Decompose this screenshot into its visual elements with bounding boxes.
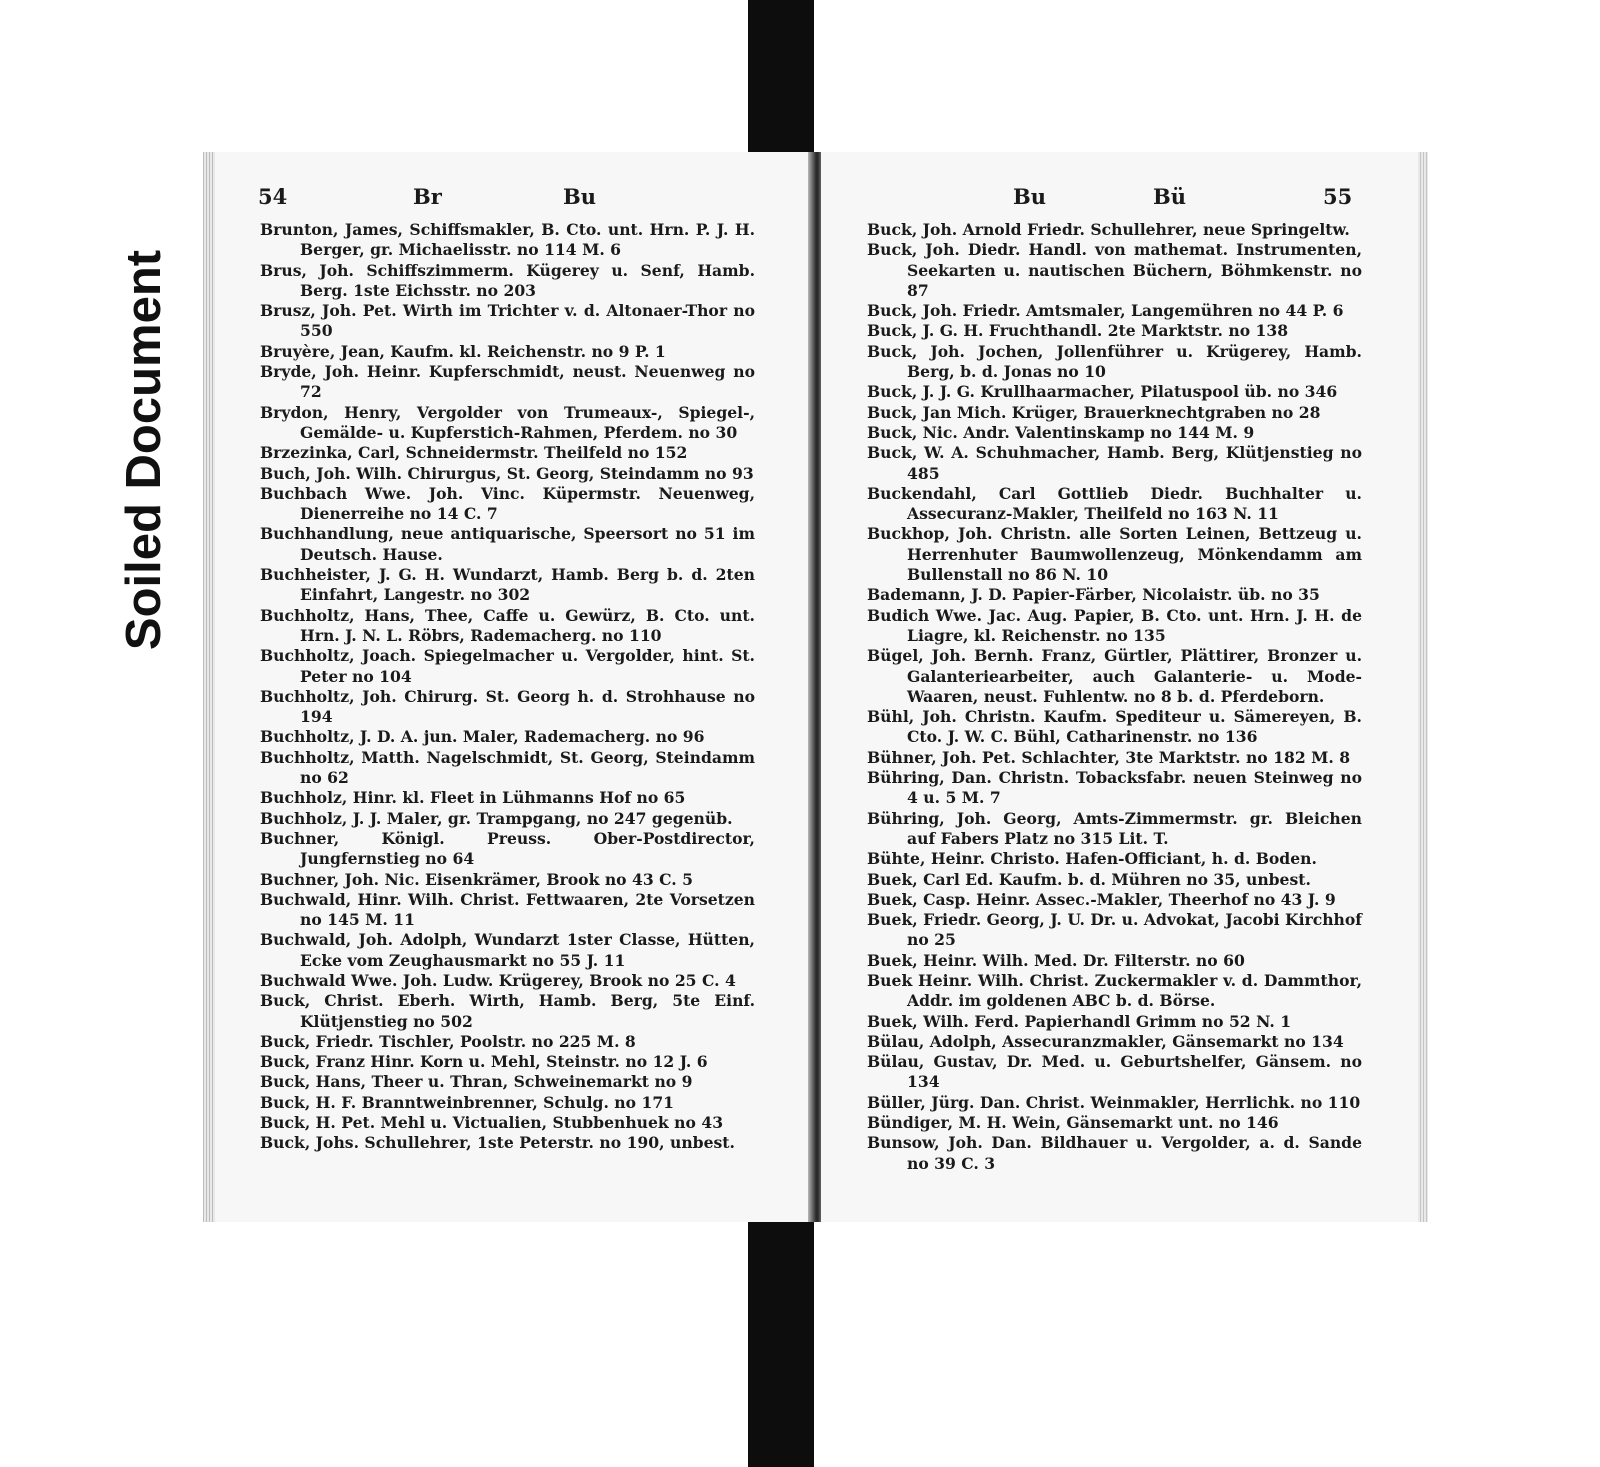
directory-entry: Buck, Franz Hinr. Korn u. Mehl, Steinstr. no 12 J. 6	[260, 1052, 708, 1072]
directory-entry: Buck, J. G. H. Fruchthandl. 2te Marktstr. no 138	[867, 321, 1289, 341]
right-header-right: Bü	[1153, 184, 1187, 209]
directory-entry: Buchholz, J. J. Maler, gr. Trampgang, no 247 gegenüb.	[260, 808, 733, 828]
binding-strap-top	[748, 0, 814, 160]
soiled-document-stamp	[117, 190, 171, 710]
binding-strap-bottom	[748, 1222, 814, 1467]
directory-entry: Budich Wwe. Jac. Aug. Papier, B. Cto. unt. Hrn. J. H. de Liagre, kl. Reichenstr. no 135	[867, 605, 1362, 645]
directory-entry: Buek, Wilh. Ferd. Papierhandl Grimm no 52 N. 1	[867, 1011, 1292, 1031]
directory-entry: Buchwald, Hinr. Wilh. Christ. Fettwaaren, 2te Vorsetzen no 145 M. 11	[260, 889, 755, 930]
stamp-text: Soiled Document	[117, 249, 171, 651]
directory-entry: Bühring, Joh. Georg, Amts-Zimmermstr. gr. Bleichen auf Fabers Platz no 315 Lit. T.	[867, 808, 1362, 848]
open-book	[203, 152, 1428, 1222]
right-page-number: 55	[1323, 184, 1353, 209]
directory-entry: Brunton, James, Schiffsmakler, B. Cto. unt. Hrn. P. J. H. Berger, gr. Michaelisstr. no 114 M. 6	[260, 220, 755, 260]
directory-entry: Buck, Jan Mich. Krüger, Brauerknechtgraben no 28	[867, 402, 1321, 422]
left-header-left: Br	[413, 184, 442, 209]
right-header-left: Bu	[1013, 184, 1047, 209]
directory-entry: Buchhandlung, neue antiquarische, Speersort no 51 im Deutsch. Hause.	[260, 524, 755, 564]
directory-entry: Buchholz, Hinr. kl. Fleet in Lühmanns Hof no 65	[260, 788, 686, 808]
directory-entry: Brydon, Henry, Vergolder von Trumeaux-, Spiegel-, Gemälde- u. Kupferstich-Rahmen, Pferdem. no 30	[260, 402, 755, 442]
directory-entry: Buchholtz, Joach. Spiegelmacher u. Vergolder, hint. St. Peter no 104	[260, 646, 755, 686]
directory-entry: Buck, H. Pet. Mehl u. Victualien, Stubbenhuek no 43	[260, 1113, 724, 1133]
directory-entry: Buck, Joh. Jochen, Jollenführer u. Krügerey, Hamb. Berg, b. d. Jonas no 10	[867, 341, 1362, 382]
directory-entry: Buck, H. F. Branntweinbrenner, Schulg. no 171	[260, 1092, 675, 1112]
right-page	[821, 152, 1428, 1222]
directory-entry: Buck, Christ. Eberh. Wirth, Hamb. Berg, 5te Einf. Klütjenstieg no 502	[260, 991, 755, 1031]
directory-entry: Buchholtz, J. D. A. jun. Maler, Rademacherg. no 96	[260, 727, 705, 747]
directory-entry: Buchwald Wwe. Joh. Ludw. Krügerey, Brook no 25 C. 4	[260, 970, 736, 990]
directory-entry: Bunsow, Joh. Dan. Bildhauer u. Vergolder, a. d. Sande no 39 C. 3	[867, 1133, 1362, 1173]
directory-entry: Brzezinka, Carl, Schneidermstr. Theilfeld no 152	[260, 443, 688, 463]
directory-entry: Büller, Jürg. Dan. Christ. Weinmakler, Herrlichk. no 110	[867, 1092, 1361, 1112]
directory-entry: Bühring, Dan. Christn. Tobacksfabr. neuen Steinweg no 4 u. 5 M. 7	[867, 768, 1362, 808]
directory-entry: Buck, J. J. G. Krullhaarmacher, Pilatuspool üb. no 346	[867, 382, 1338, 402]
directory-entry: Buchholtz, Joh. Chirurg. St. Georg h. d. Strohhause no 194	[260, 686, 755, 727]
directory-entry: Buek, Carl Ed. Kaufm. b. d. Mühren no 35, unbest.	[867, 869, 1311, 889]
directory-entry: Buckhop, Joh. Christn. alle Sorten Leinen, Bettzeug u. Herrenhuter Baumwollenzeug, Mönkendamm am Bullenstall no 86 N. 10	[867, 524, 1362, 585]
directory-entry: Buck, Nic. Andr. Valentinskamp no 144 M. 9	[867, 422, 1255, 442]
directory-entry: Bruyère, Jean, Kaufm. kl. Reichenstr. no 9 P. 1	[260, 341, 666, 361]
left-page	[203, 152, 813, 1222]
directory-entry: Buchwald, Joh. Adolph, Wundarzt 1ster Classe, Hütten, Ecke vom Zeughausmarkt no 55 J. 11	[260, 930, 755, 970]
directory-entry: Buchbach Wwe. Joh. Vinc. Küpermstr. Neuenweg, Dienerreihe no 14 C. 7	[260, 483, 755, 524]
directory-entry: Bühl, Joh. Christn. Kaufm. Spediteur u. Sämereyen, B. Cto. J. W. C. Bühl, Catharinenstr. no 136	[867, 707, 1362, 747]
directory-entry: Buchholtz, Matth. Nagelschmidt, St. Georg, Steindamm no 62	[260, 747, 755, 788]
directory-entry: Buek, Heinr. Wilh. Med. Dr. Filterstr. no 60	[867, 950, 1245, 970]
directory-entry: Brus, Joh. Schiffszimmerm. Kügerey u. Senf, Hamb. Berg. 1ste Eichsstr. no 203	[260, 260, 755, 300]
directory-entry: Buck, Joh. Friedr. Amtsmaler, Langemühren no 44 P. 6	[867, 301, 1344, 321]
directory-entry: Buck, Friedr. Tischler, Poolstr. no 225 M. 8	[260, 1031, 636, 1051]
directory-entry: Bülau, Adolph, Assecuranzmakler, Gänsemarkt no 134	[867, 1031, 1344, 1051]
directory-entry: Buek, Casp. Heinr. Assec.-Makler, Theerhof no 43 J. 9	[867, 889, 1336, 909]
directory-entry: Bülau, Gustav, Dr. Med. u. Geburtshelfer, Gänsem. no 134	[867, 1052, 1362, 1092]
directory-entry: Buek, Friedr. Georg, J. U. Dr. u. Advokat, Jacobi Kirchhof no 25	[867, 910, 1362, 950]
left-page-number: 54	[258, 184, 288, 209]
directory-entry: Buek Heinr. Wilh. Christ. Zuckermakler v. d. Dammthor, Addr. im goldenen ABC b. d. Börse.	[867, 970, 1362, 1011]
directory-entry: Buckendahl, Carl Gottlieb Diedr. Buchhalter u. Assecuranz-Makler, Theilfeld no 163 N. 11	[867, 483, 1362, 524]
left-entry-list	[260, 220, 755, 1154]
directory-entry: Bryde, Joh. Heinr. Kupferschmidt, neust. Neuenweg no 72	[260, 362, 755, 402]
directory-entry: Buck, Hans, Theer u. Thran, Schweinemarkt no 9	[260, 1072, 693, 1092]
directory-entry: Brusz, Joh. Pet. Wirth im Trichter v. d. Altonaer-Thor no 550	[260, 301, 755, 341]
directory-entry: Bügel, Joh. Bernh. Franz, Gürtler, Plättirer, Bronzer u. Galanteriearbeiter, auch Galanterie- u. Mode-Waaren, neust. Fuhlentw. no 8 b. d. Pferdeborn.	[867, 646, 1362, 706]
directory-entry: Buck, W. A. Schuhmacher, Hamb. Berg, Klütjenstieg no 485	[867, 443, 1362, 483]
directory-entry: Buchner, Königl. Preuss. Ober-Postdirector, Jungfernstieg no 64	[260, 828, 755, 869]
directory-entry: Buchner, Joh. Nic. Eisenkrämer, Brook no 43 C. 5	[260, 869, 693, 889]
directory-entry: Buck, Johs. Schullehrer, 1ste Peterstr. no 190, unbest.	[260, 1133, 735, 1153]
directory-entry: Buchholtz, Hans, Thee, Caffe u. Gewürz, B. Cto. unt. Hrn. J. N. L. Röbrs, Rademacherg. no 110	[260, 605, 755, 645]
directory-entry: Buchheister, J. G. H. Wundarzt, Hamb. Berg b. d. 2ten Einfahrt, Langestr. no 302	[260, 565, 755, 605]
directory-entry: Buck, Joh. Diedr. Handl. von mathemat. Instrumenten, Seekarten u. nautischen Büchern, Böhmkenstr. no 87	[867, 240, 1362, 300]
directory-entry: Buck, Joh. Arnold Friedr. Schullehrer, neue Springeltw.	[867, 220, 1350, 239]
left-header-right: Bu	[563, 184, 597, 209]
directory-entry: Buch, Joh. Wilh. Chirurgus, St. Georg, Steindamm no 93	[260, 463, 754, 483]
directory-entry: Bühner, Joh. Pet. Schlachter, 3te Marktstr. no 182 M. 8	[867, 747, 1351, 767]
right-entry-list	[867, 220, 1362, 1174]
directory-entry: Bühte, Heinr. Christo. Hafen-Officiant, h. d. Boden.	[867, 849, 1317, 869]
directory-entry: Bündiger, M. H. Wein, Gänsemarkt unt. no 146	[867, 1113, 1279, 1133]
directory-entry: Bademann, J. D. Papier-Färber, Nicolaistr. üb. no 35	[867, 585, 1320, 605]
